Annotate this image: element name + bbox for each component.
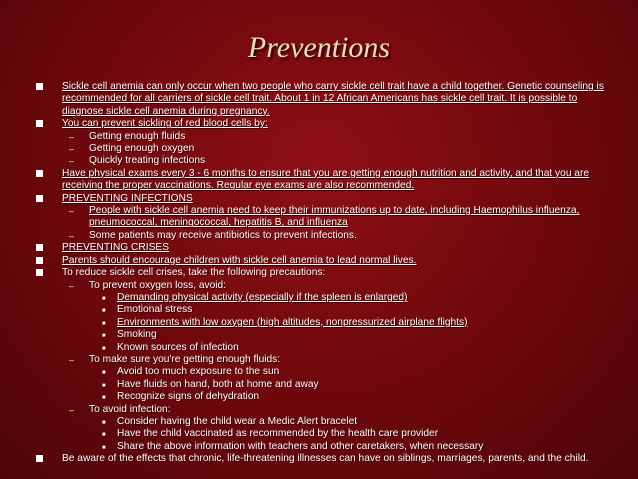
small-square-bullet-icon: ■ — [102, 444, 106, 451]
bullet-list — [36, 81, 606, 466]
list-item: ■ Known sources of infection — [36, 342, 606, 354]
list-item: Sickle cell anemia can only occur when two people who carry sickle cell trait have a child together. Genetic counseling is recommended for all carriers of sickle cell trait. About 1 in 12 African Americans has sickle cell trait. It is possible to diagnose sickle cell anemia during pregnancy. — [36, 81, 606, 118]
dash-bullet-icon: – — [69, 144, 75, 155]
list-item: Parents should encourage children with sickle cell anemia to lead normal lives. — [36, 255, 606, 267]
list-item: – To prevent oxygen loss, avoid: — [69, 279, 227, 291]
dash-bullet-icon: – — [69, 131, 75, 142]
square-bullet-icon — [36, 255, 43, 267]
small-square-bullet-icon: ■ — [102, 370, 106, 377]
small-square-bullet-icon: ■ — [102, 320, 106, 327]
square-bullet-icon — [36, 267, 43, 279]
list-item: Have physical exams every 3 - 6 months to ensure that you are getting enough nutrition and activity, and that you are receiving the proper vaccinations. Regular eye exams are also recommended. — [36, 168, 606, 193]
list-item: To reduce sickle cell crises, take the following precautions: — [36, 267, 606, 279]
dash-bullet-icon: – — [69, 404, 75, 415]
square-bullet-icon — [36, 242, 43, 254]
list-item: – To avoid infection: — [69, 403, 171, 415]
list-item: ■ Environments with low oxygen (high altitudes, nonpressurized airplane flights) — [36, 317, 606, 329]
small-square-bullet-icon: ■ — [102, 395, 106, 402]
small-square-bullet-icon: ■ — [102, 295, 106, 302]
list-item: – To make sure you're getting enough fluids: — [69, 353, 281, 365]
square-bullet-icon — [36, 453, 43, 465]
dash-bullet-icon: – — [69, 354, 75, 365]
list-item: – Quickly treating infections — [69, 155, 206, 167]
dash-bullet-icon: – — [69, 230, 75, 241]
list-item: Be aware of the effects that chronic, life-threatening illnesses can have on siblings, marriages, parents, and the child. — [36, 453, 606, 465]
slide-title: Preventions — [247, 31, 391, 64]
dash-bullet-icon: – — [69, 206, 75, 217]
list-item: ■ Share the above information with teachers and other caretakers, when necessary — [36, 441, 606, 453]
square-bullet-icon — [36, 193, 43, 205]
small-square-bullet-icon: ■ — [102, 432, 106, 439]
list-item: – People with sickle cell anemia need to keep their immunizations up to date, including Haemophilus influenza, pneumococcal, meningococcal, hepatitis B, and influenza — [69, 205, 580, 229]
list-item: ■ Emotional stress — [36, 304, 606, 316]
dash-bullet-icon: – — [69, 280, 75, 291]
small-square-bullet-icon: ■ — [102, 308, 106, 315]
list-item: You can prevent sickling of red blood cells by: — [36, 118, 606, 130]
small-square-bullet-icon: ■ — [102, 419, 106, 426]
square-bullet-icon — [36, 81, 43, 93]
list-item: ■ Avoid too much exposure to the sun — [36, 366, 606, 378]
square-bullet-icon — [36, 118, 43, 130]
list-item: PREVENTING INFECTIONS — [36, 193, 606, 205]
list-item: ■ Demanding physical activity (especially if the spleen is enlarged) — [36, 292, 606, 304]
list-item: – Some patients may receive antibiotics to prevent infections. — [69, 229, 357, 241]
list-item: PREVENTING CRISES — [36, 242, 606, 254]
list-item: ■ Recognize signs of dehydration — [36, 391, 606, 403]
list-item: ■ Consider having the child wear a Medic Alert bracelet — [36, 416, 606, 428]
list-item: ■ Have fluids on hand, both at home and away — [36, 379, 606, 391]
list-item: ■ Smoking — [36, 329, 606, 341]
small-square-bullet-icon: ■ — [102, 345, 106, 352]
list-item: ■ Have the child vaccinated as recommended by the health care provider — [36, 428, 606, 440]
dash-bullet-icon: – — [69, 156, 75, 167]
list-item: – Getting enough fluids — [69, 130, 186, 142]
square-bullet-icon — [36, 168, 43, 180]
small-square-bullet-icon: ■ — [102, 333, 106, 340]
small-square-bullet-icon: ■ — [102, 382, 106, 389]
list-item: – Getting enough oxygen — [69, 143, 195, 155]
